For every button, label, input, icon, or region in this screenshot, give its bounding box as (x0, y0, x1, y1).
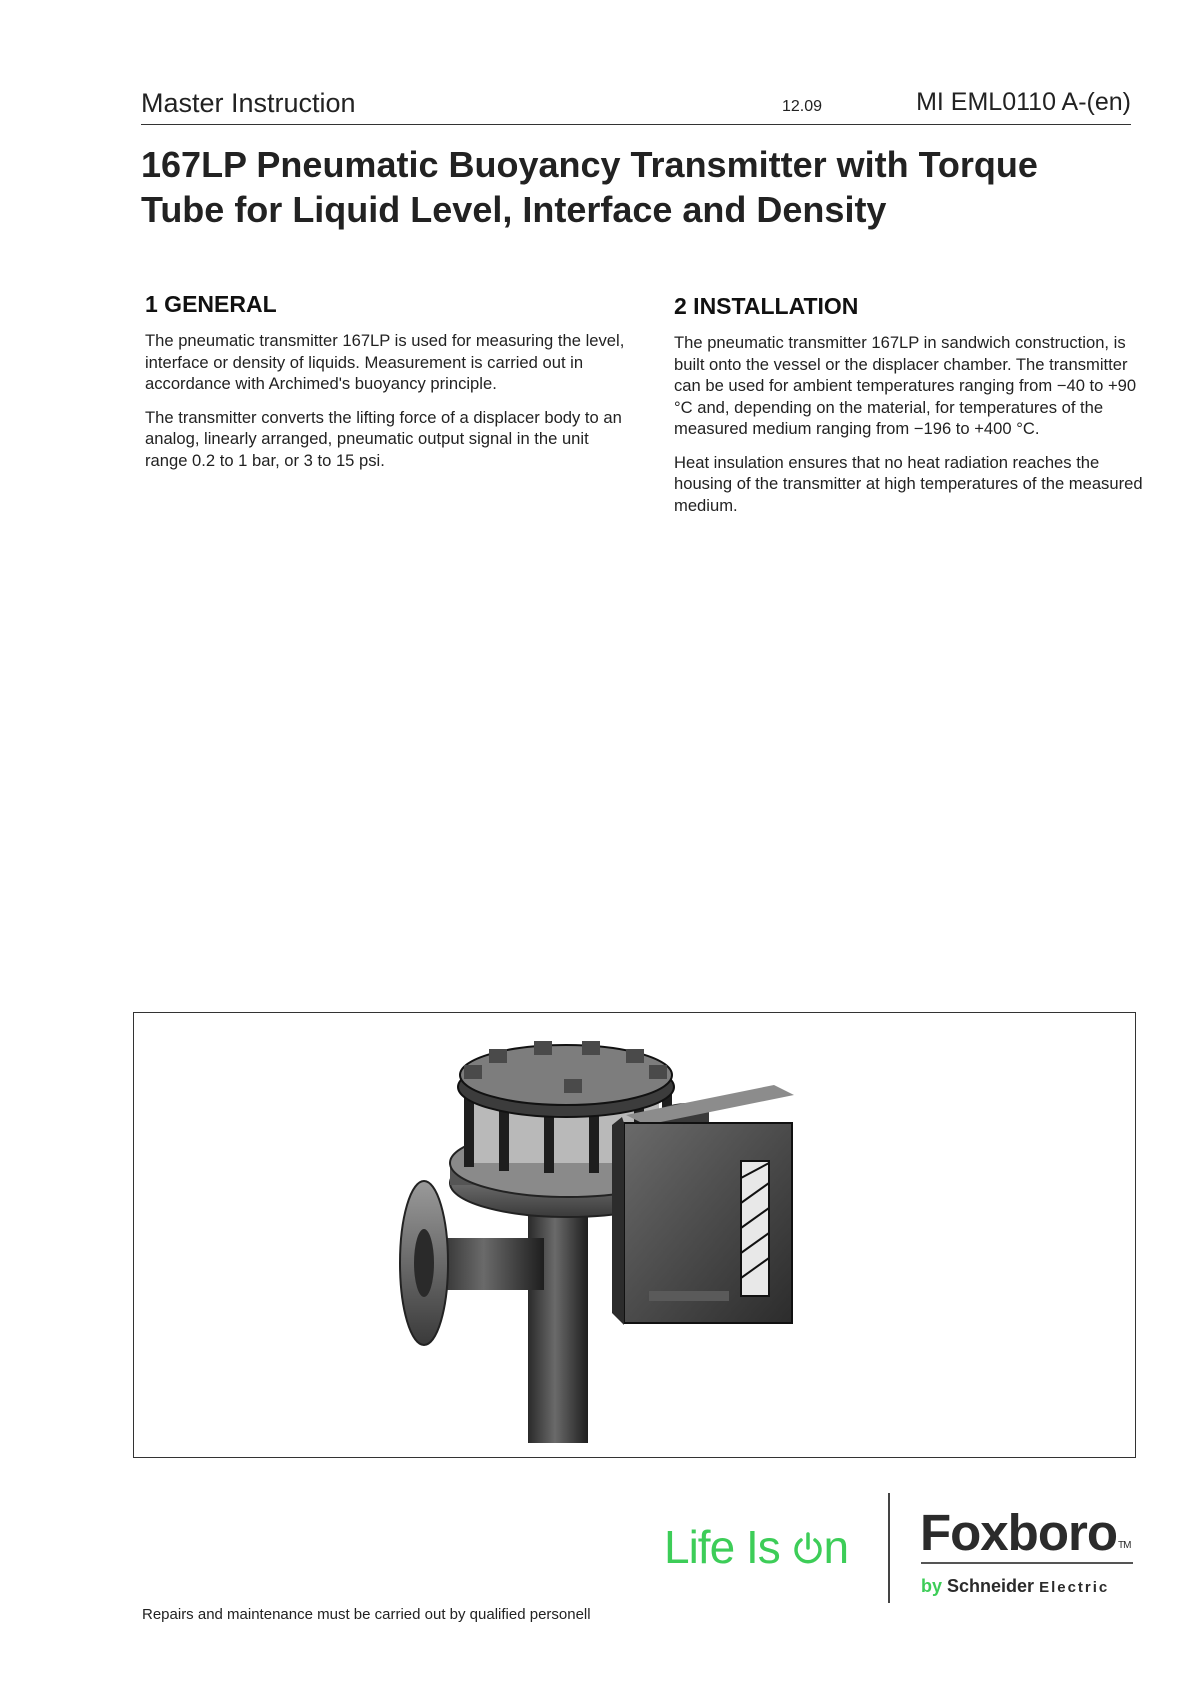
paragraph: The transmitter converts the lifting force of a displacer body to an analog, linearly arranged, pneumatic output signal in the unit range 0.2 to 1 bar, or 3 to 15 psi. (145, 407, 622, 470)
logo-rule (921, 1562, 1133, 1564)
brand-name: Foxboro (920, 1504, 1117, 1561)
byline-company-suffix: Electric (1039, 1579, 1110, 1596)
life-is-on-logo (664, 1520, 848, 1574)
section-installation (674, 293, 1154, 528)
paragraph: Heat insulation ensures that no heat radiation reaches the housing of the transmitter at high temperatures of the measured medium. (674, 452, 1143, 515)
section-general (145, 291, 625, 483)
tagline-text: Life Is (664, 1521, 792, 1573)
footer-note: Repairs and maintenance must be carried out by qualified personell (142, 1606, 591, 1623)
foxboro-logo (920, 1503, 1130, 1562)
byline-by: by (921, 1576, 943, 1596)
paragraph: The pneumatic transmitter 167LP is used for measuring the level, interface or density of liquids. Measurement is carried out in accordance with Archimed's buoyancy principle. (145, 331, 625, 393)
paragraph: The pneumatic transmitter 167LP in sandwich construction, is built onto the vessel or the displacer chamber. The transmitter can be used for ambient temperatures ranging from −40 to +90 °C and, depending on the material, for temperatures of the measured medium ranging from −196 to +400 °C. (674, 333, 1137, 438)
doc-id: MI EML0110 A-(en) (916, 88, 1131, 116)
tagline-text-end: n (823, 1521, 849, 1573)
title-line-1: 167LP Pneumatic Buoyancy Transmitter with Torque (141, 144, 1038, 185)
product-photo-frame (133, 1012, 1136, 1458)
title-line-2: Tube for Liquid Level, Interface and Density (141, 189, 887, 230)
power-icon (793, 1522, 823, 1556)
transmitter-photo (134, 1013, 1136, 1458)
doc-type-label: Master Instruction (141, 88, 356, 118)
trademark: TM (1117, 1540, 1131, 1551)
schneider-byline (921, 1576, 1109, 1597)
byline-company: Schneider (947, 1576, 1035, 1596)
page-title (141, 142, 1101, 232)
section-heading: 2 INSTALLATION (674, 293, 859, 319)
logo-divider (888, 1493, 890, 1603)
section-heading: 1 GENERAL (145, 291, 277, 317)
page-header (141, 84, 1131, 125)
doc-date: 12.09 (782, 98, 823, 115)
